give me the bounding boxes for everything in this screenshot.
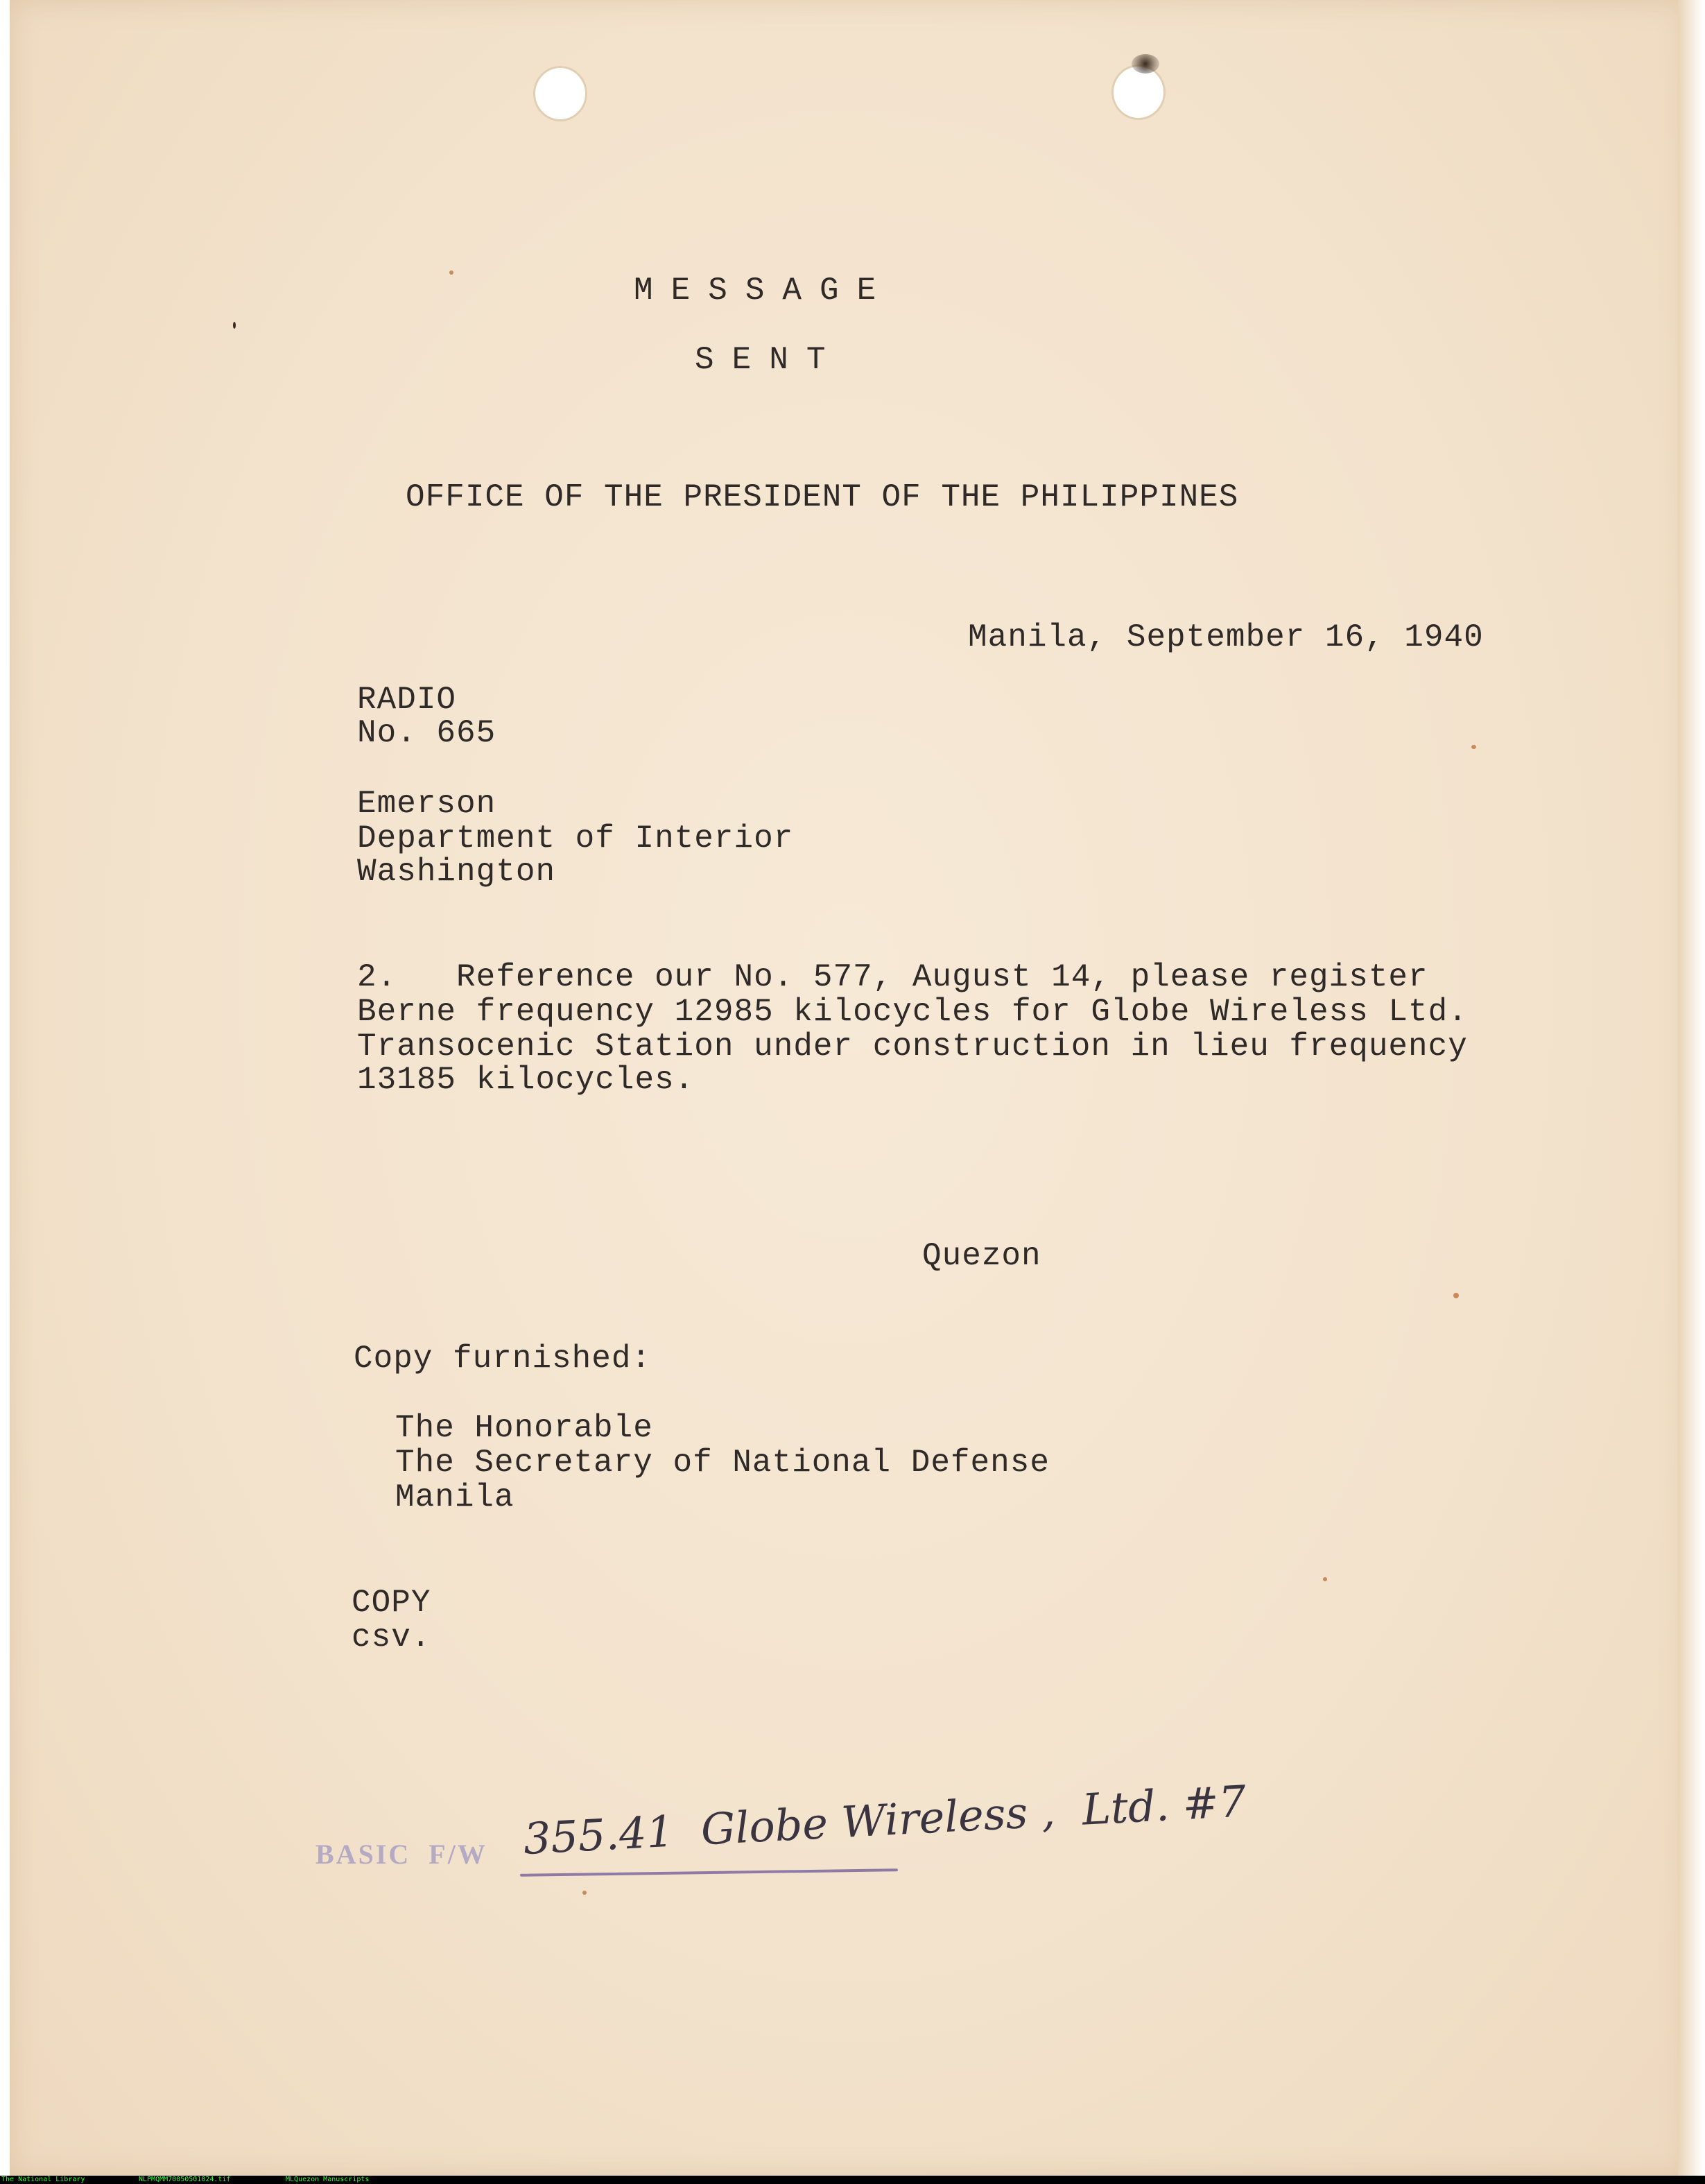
footer-library: The National Library xyxy=(1,2176,85,2183)
paper-speck xyxy=(1453,1293,1459,1298)
body-line: Berne frequency 12985 kilocycles for Globe Wireless Ltd. xyxy=(357,994,1468,1030)
sent-heading: SENT xyxy=(695,342,844,378)
addressee-city: Washington xyxy=(357,854,556,890)
addressee-name: Emerson xyxy=(357,786,496,822)
message-heading: MESSAGE xyxy=(634,273,894,309)
filing-stamp: BASIC F/W xyxy=(315,1839,487,1870)
paper-speck xyxy=(233,322,236,329)
copy-furnished-line: The Honorable xyxy=(395,1410,653,1446)
footer-collection: MLQuezon Manuscripts xyxy=(286,2176,370,2183)
signature: Quezon xyxy=(922,1238,1041,1274)
punch-hole-left xyxy=(535,68,585,119)
scan-footer xyxy=(0,2176,1705,2184)
paper-speck xyxy=(1323,1577,1327,1581)
radio-label: RADIO xyxy=(357,682,457,718)
body-line: 13185 kilocycles. xyxy=(357,1062,695,1098)
radio-number: No. 665 xyxy=(357,715,496,751)
page-edge xyxy=(1678,0,1703,2176)
punch-hole-right xyxy=(1114,67,1163,118)
dateline: Manila, September 16, 1940 xyxy=(968,619,1484,655)
paper-speck xyxy=(449,270,453,275)
paper-speck xyxy=(1471,745,1476,749)
copy-furnished-line: Manila xyxy=(395,1479,514,1515)
handwritten-file-note: 355.41 Globe Wireless , Ltd. #7 xyxy=(522,1775,1247,1864)
footer-file: NLPMQMM70050501024.tif xyxy=(139,2176,231,2183)
paper-speck xyxy=(582,1891,587,1895)
copy-furnished-line: The Secretary of National Defense xyxy=(395,1445,1050,1481)
body-line: 2. Reference our No. 577, August 14, please register xyxy=(357,959,1428,995)
copy-furnished-heading: Copy furnished: xyxy=(354,1341,652,1377)
office-title: OFFICE OF THE PRESIDENT OF THE PHILIPPINES xyxy=(406,479,1239,515)
copy-mark: COPY xyxy=(352,1585,431,1621)
body-line: Transocenic Station under construction in lieu frequency xyxy=(357,1029,1468,1065)
typist-initials: csv. xyxy=(352,1619,431,1656)
burn-mark xyxy=(1132,54,1159,74)
addressee-department: Department of Interior xyxy=(357,820,794,857)
document-page xyxy=(10,0,1688,2176)
